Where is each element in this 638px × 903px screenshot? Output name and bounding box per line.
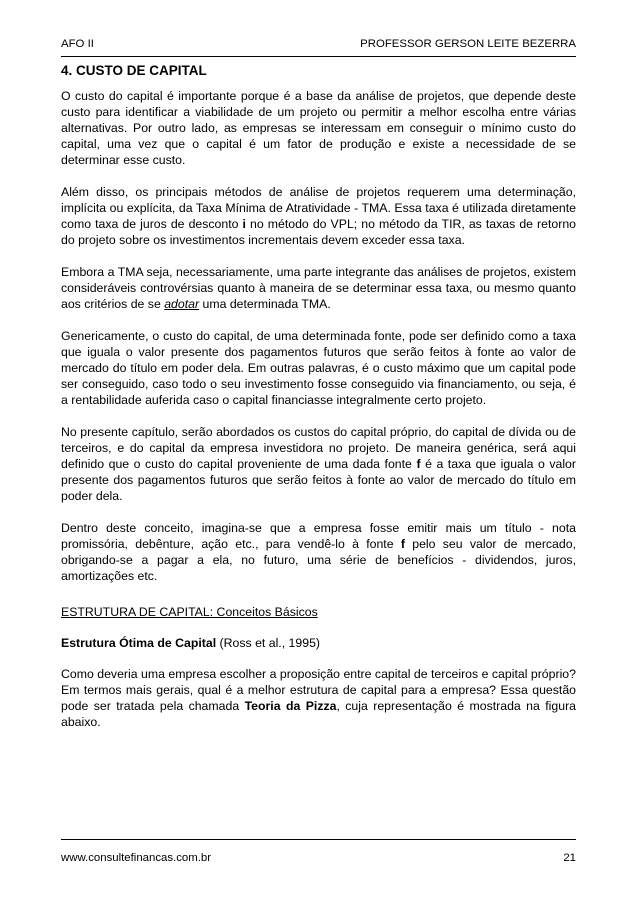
section-title: 4. CUSTO DE CAPITAL: [61, 63, 207, 78]
paragraph-2: [61, 184, 576, 248]
paragraph-5: [61, 424, 576, 504]
paragraph-7-text-a: Como deveria uma empresa escolher a proposição entre capital de terceiros e capital próprio? Em termos mais gerais, qual é a melhor estrutura de capital para a empresa? Essa questão pode ser tratada pela chamada: [61, 666, 576, 714]
term-teoria-da-pizza: Teoria da Pizza: [244, 699, 337, 714]
page-header: [61, 38, 576, 57]
variable-f: f: [400, 536, 405, 551]
paragraph-7: [61, 666, 576, 730]
footer-website: www.consultefinancas.com.br: [61, 852, 212, 864]
paragraph-6-text-b: pelo seu valor de mercado, obrigando-se a pagar a ela, no futuro, uma série de benefícios - dividendos, juros, amortizações etc.: [61, 536, 576, 583]
paragraph-7-text-b: , cuja representação é mostrada na figura abaixo.: [61, 699, 576, 730]
page-footer: [61, 839, 576, 864]
paragraph-2-text-a: Além disso, os principais métodos de análise de projetos requerem uma determinação, implícita ou explícita, da Taxa Mínima de Atratividade - TMA. Essa taxa é utilizada diretamente como taxa de juros de desconto: [61, 184, 576, 232]
paragraph-6: [61, 520, 576, 584]
paragraph-1: O custo do capital é importante porque é a base da análise de projetos, que depende deste custo para identificar a viabilidade de um projeto ou permitir a melhor escolha entre várias alternativas. Por outro lado, as empresas se interessam em conseguir o mínimo custo do capital, uma vez que o capital é um fator de produção e existe a necessidade de se determinar esse custo.: [61, 89, 576, 168]
professor-name: PROFESSOR GERSON LEITE BEZERRA: [360, 38, 576, 50]
paragraph-3: [61, 264, 576, 312]
page-content: [61, 63, 576, 746]
subsection-heading: ESTRUTURA DE CAPITAL: Conceitos Básicos: [61, 604, 318, 619]
paragraph-4: Genericamente, o custo do capital, de uma determinada fonte, pode ser definido como a taxa que iguala o valor presente dos pagamentos futuros que serão feitos à fonte ao valor de mercado do título em poder dela. Em outras palavras, é o custo máximo que um capital pode ser conseguido, caso todo o seu investimento fosse conseguido via financiamento, ou seja, é a rentabilidade auferida caso o capital financiasse integralmente certo projeto.: [61, 328, 576, 407]
topic-heading-citation: (Ross et al., 1995): [216, 635, 321, 650]
topic-heading-bold: Estrutura Ótima de Capital: [61, 635, 217, 650]
topic-heading: [61, 635, 576, 651]
paragraph-5-text-a: No presente capítulo, serão abordados os custos do capital próprio, do capital de dívida ou de terceiros, e do capital da empresa investidora no projeto. De maneira genérica, será aqui definido que o custo do capital proveniente de uma dada fonte: [61, 424, 576, 471]
paragraph-3-text-b: uma determinada TMA.: [199, 297, 331, 312]
paragraph-2-text-b: no método do VPL; no método da TIR, as taxas de retorno do projeto sobre os investimentos incrementais devem exceder essa taxa.: [61, 217, 577, 248]
emphasis-adotar: adotar: [164, 297, 200, 312]
page-number: 21: [563, 852, 576, 864]
course-name: AFO II: [61, 38, 94, 50]
paragraph-3-text-a: Embora a TMA seja, necessariamente, uma parte integrante das análises de projetos, existem consideráveis controvérsias quanto à maneira de se determinar essa taxa, ou mesmo quanto aos critérios de se: [61, 264, 576, 312]
variable-f: f: [416, 456, 421, 471]
paragraph-5-text-b: é a taxa que iguala o valor presente dos pagamentos futuros que serão feitos à fonte ao valor de mercado do título em poder dela.: [61, 456, 576, 503]
variable-i: i: [242, 217, 246, 232]
paragraph-6-text-a: Dentro deste conceito, imagina-se que a empresa fosse emitir mais um título - nota promissória, debênture, ação etc., para vendê-lo à fonte: [61, 520, 576, 551]
